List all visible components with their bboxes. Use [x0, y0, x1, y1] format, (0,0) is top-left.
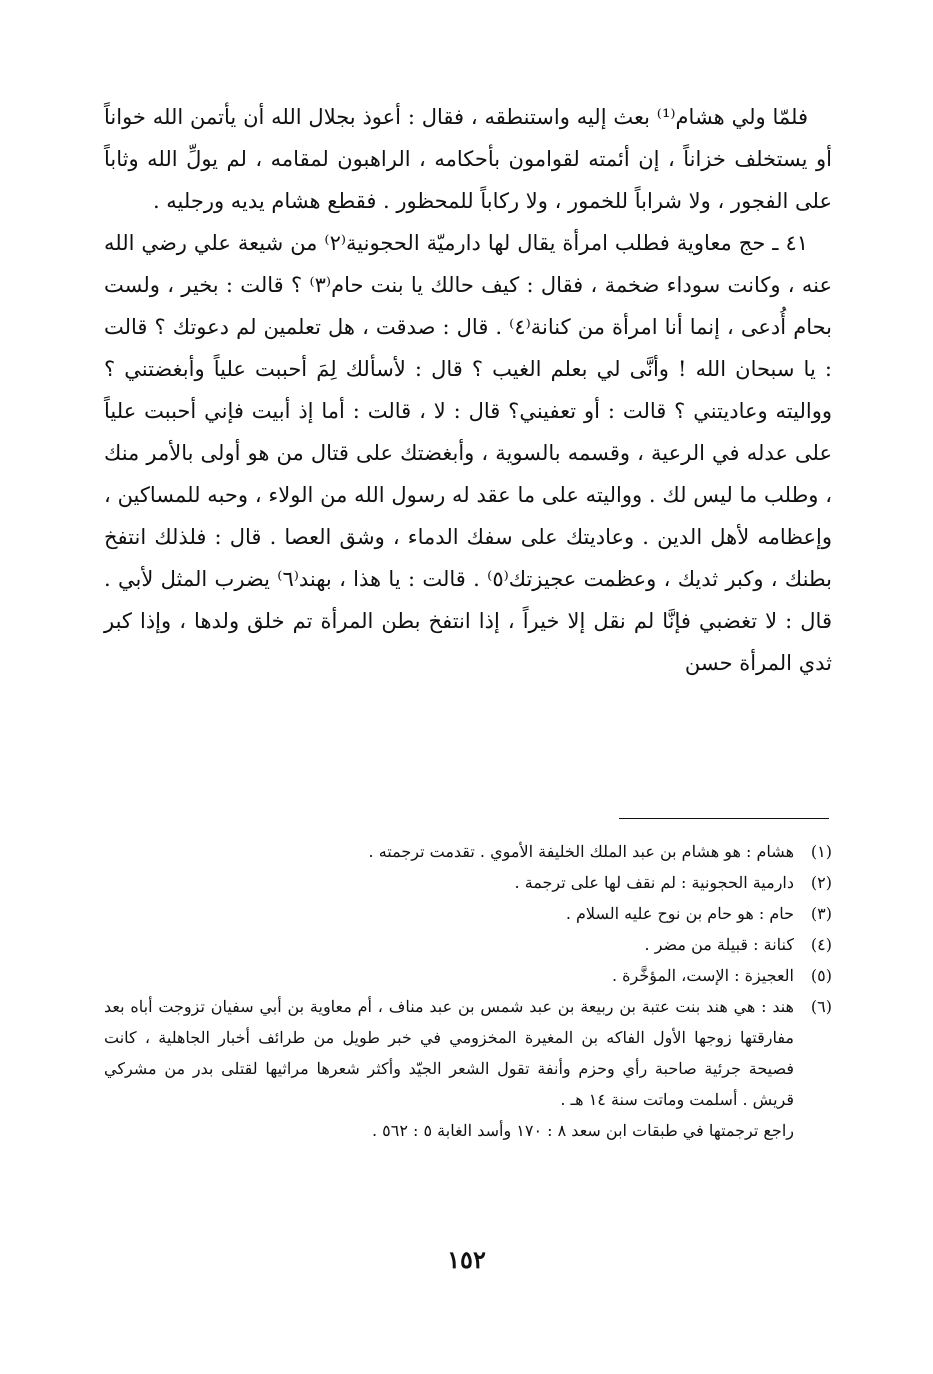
footnote-number: (٤) [810, 935, 832, 954]
main-body-text [104, 96, 832, 684]
footnote-text: دارمية الحجونية : لم نقف لها على ترجمة . [514, 873, 794, 892]
page-number: ١٥٢ [447, 1245, 486, 1274]
paragraph-hisham: فلمّا ولي هشام⁽¹⁾ بعث إليه واستنطقه ، فقال : أعوذ بجلال الله أن يأتمن الله خواناً أو يستخلف خزاناً ، إن أئمته لقوامون بأحكامه ، الراهبون لمقامه ، لم يولِّ الله وثاباً على الفجور ، ولا شراباً للخمور ، ولا ركاباً للمحظور . فقطع هشام يديه ورجليه . [104, 105, 832, 213]
footnote-text: هشام : هو هشام بن عبد الملك الخليفة الأموي . تقدمت ترجمته . [368, 842, 794, 861]
footnote-source-reference: راجع ترجمتها في طبقات ابن سعد ٨ : ١٧٠ وأسد الغابة ٥ : ٥٦٢ . [371, 1121, 794, 1140]
footnote-text: هند : هي هند بنت عتبة بن ربيعة بن عبد شمس بن عبد مناف ، أم معاوية بن أبي سفيان تزوجت أباه بعد مفارقتها زوجها الأول الفاكه بن المغيرة المخزومي في خبر طويل من طرائف أخبار الجاهلية ، كانت فصيحة جرئية صاحبة رأي وحزم وأنفة تقول الشعر الجيّد وأكثر شعرها مراثيها لقتلى بدر من مشركي قريش . أسلمت وماتت سنة ١٤ هـ . [104, 997, 794, 1109]
footnote-text: كنانة : قبيلة من مضر . [644, 935, 794, 954]
footnote-text: حام : هو حام بن نوح عليه السلام . [565, 904, 794, 923]
footnote-number: (٣) [810, 904, 832, 923]
footnote-2 [104, 867, 832, 898]
footnote-number: (٢) [810, 873, 832, 892]
footnote-1 [104, 836, 832, 867]
footnote-number: (١) [810, 842, 832, 861]
footnote-6 [104, 991, 832, 1115]
footnote-4 [104, 929, 832, 960]
footnote-3 [104, 898, 832, 929]
footnote-text: العجيزة : الإست، المؤخَّرة . [611, 966, 794, 985]
footnote-5 [104, 960, 832, 991]
footnote-number: (٥) [810, 966, 832, 985]
footnote-number: (٦) [810, 997, 832, 1016]
paragraph-41-darimiyya: ٤١ ـ حج معاوية فطلب امرأة يقال لها دارميّة الحجونية⁽٢⁾ من شيعة علي رضي الله عنه ، وكانت سوداء ضخمة ، فقال : كيف حالك يا بنت حام⁽٣⁾ ؟ قالت : بخير ، ولست بحام أُدعى ، إنما أنا امرأة من كنانة⁽٤⁾ . قال : صدقت ، هل تعلمين لم دعوتك ؟ قالت : يا سبحان الله ! وأنَّى لي بعلم الغيب ؟ قال : لأسألك لِمَ أحببت علياً وأبغضتني ؟ وواليته وعاديتني ؟ قالت : أو تعفيني؟ قال : لا ، قالت : أما إذ أبيت فإني أحببت علياً على عدله في الرعية ، وقسمه بالسوية ، وأبغضتك على قتال من هو أولى بالأمر منك ، وطلب ما ليس لك . وواليته على ما عقد له رسول الله من الولاء ، وحبه للمساكين ، وإعظامه لأهل الدين . وعاديتك على سفك الدماء ، وشق العصا . قال : فلذلك انتفخ بطنك ، وكبر ثديك ، وعظمت عجيزتك⁽٥⁾ . قالت : يا هذا ، بهند⁽٦⁾ يضرب المثل لأبي . قال : لا تغضبي فإنَّا لم نقل إلا خيراً ، إذا انتفخ بطن المرأة تم خلق ولدها ، وإذا كبر ثدي المرأة حسن [104, 231, 832, 675]
footnotes-section [104, 836, 832, 1146]
footnote-separator [619, 818, 829, 819]
